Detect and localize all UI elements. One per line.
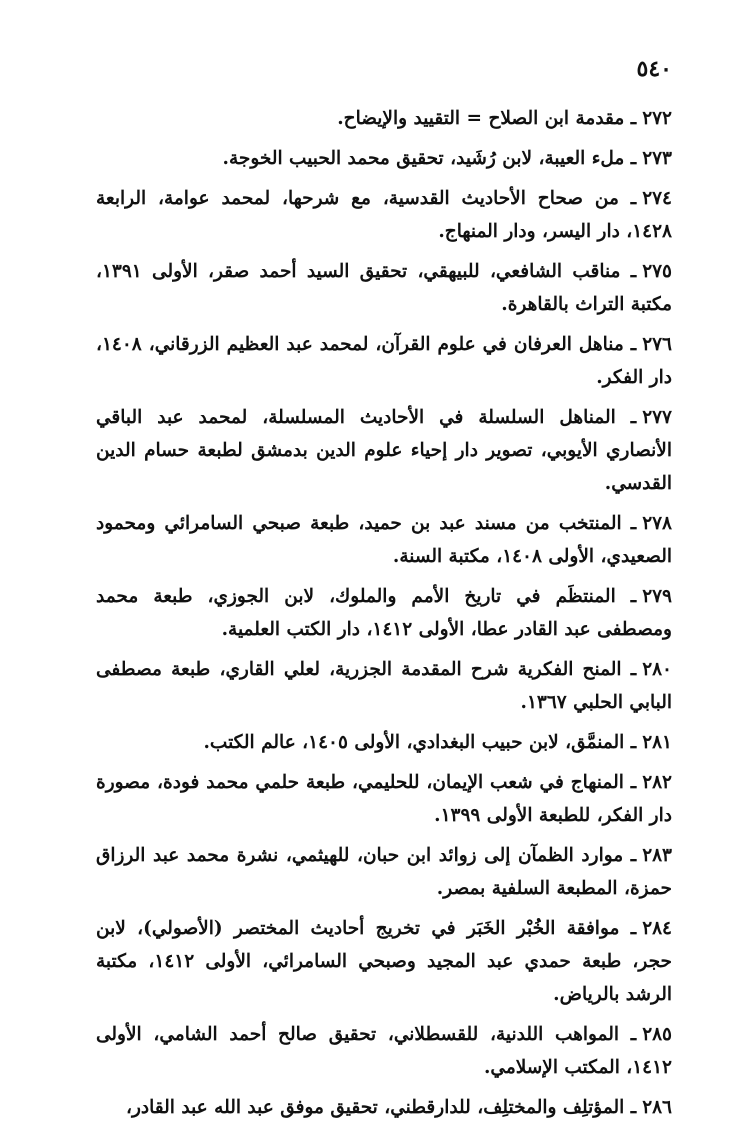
entry-text: ـ المؤتلِف والمختلِف، للدارقطني، تحقيق موفق عبد الله عبد القادر، [126, 1097, 637, 1118]
bibliography-entry [96, 1018, 672, 1084]
entry-text: ـ ملء العيبة، لابن رُشَيد، تحقيق محمد الحبيب الخوجة. [222, 148, 637, 169]
entry-number: ٢٧٤ [642, 188, 672, 209]
bibliography-list [96, 102, 672, 1131]
bibliography-entry [96, 507, 672, 573]
entry-number: ٢٧٧ [642, 407, 672, 428]
bibliography-entry [96, 653, 672, 719]
entry-number: ٢٧٥ [642, 261, 672, 282]
entry-number: ٢٨٣ [642, 845, 672, 866]
entry-number: ٢٨٢ [642, 772, 672, 793]
entry-number: ٢٨١ [642, 732, 672, 753]
bibliography-entry [96, 766, 672, 832]
page-number: ٥٤٠ [636, 56, 672, 82]
entry-number: ٢٧٣ [642, 148, 672, 169]
entry-text: ـ المنهاج في شعب الإيمان، للحليمي، طبعة حلمي محمد فودة، مصورة دار الفكر، للطبعة الأولى ١٣٩٩. [96, 772, 672, 826]
bibliography-entry [96, 255, 672, 321]
bibliography-entry [96, 401, 672, 500]
bibliography-entry [96, 580, 672, 646]
entry-number: ٢٧٦ [642, 334, 672, 355]
entry-number: ٢٨٦ [642, 1097, 672, 1118]
entry-text: ـ مناقب الشافعي، للبيهقي، تحقيق السيد أحمد صقر، الأولى ١٣٩١، مكتبة التراث بالقاهرة. [96, 261, 672, 315]
entry-text: ـ المناهل السلسلة في الأحاديث المسلسلة، لمحمد عبد الباقي الأنصاري الأيوبي، تصوير دار إحياء علوم الدين بدمشق لطبعة حسام الدين القدسي. [96, 407, 672, 494]
entry-number: ٢٨٥ [642, 1024, 672, 1045]
entry-text: ـ المنتظَم في تاريخ الأمم والملوك، لابن الجوزي، طبعة محمد ومصطفى عبد القادر عطا، الأولى ١٤١٢، دار الكتب العلمية. [96, 586, 672, 640]
bibliography-entry [96, 839, 672, 905]
entry-text: ـ المواهب اللدنية، للقسطلاني، تحقيق صالح أحمد الشامي، الأولى ١٤١٢، المكتب الإسلامي. [96, 1024, 672, 1078]
entry-text: ـ موافقة الخُبْر الخَبَر في تخريج أحاديث المختصر (الأصولي)، لابن حجر، طبعة حمدي عبد المجيد وصبحي السامرائي، الأولى ١٤١٢، مكتبة الرشد بالرياض. [96, 918, 672, 1005]
bibliography-entry [96, 142, 672, 175]
entry-text: ـ مناهل العرفان في علوم القرآن، لمحمد عبد العظيم الزرقاني، ١٤٠٨، دار الفكر. [96, 334, 672, 388]
entry-number: ٢٨٠ [642, 659, 672, 680]
bibliography-entry [96, 726, 672, 759]
bibliography-entry [96, 912, 672, 1011]
bibliography-entry [96, 328, 672, 394]
bibliography-entry [96, 1091, 672, 1124]
entry-number: ٢٧٨ [642, 513, 672, 534]
entry-text: ـ من صحاح الأحاديث القدسية، مع شرحها، لمحمد عوامة، الرابعة ١٤٢٨، دار اليسر، ودار المنهاج. [96, 188, 672, 242]
entry-number: ٢٧٩ [642, 586, 672, 607]
bibliography-entry [96, 102, 672, 135]
entry-text: ـ المنح الفكرية شرح المقدمة الجزرية، لعلي القاري، طبعة مصطفى البابي الحلبي ١٣٦٧. [96, 659, 672, 713]
entry-number: ٢٨٤ [642, 918, 672, 939]
entry-text: ـ موارد الظمآن إلى زوائد ابن حبان، للهيثمي، نشرة محمد عبد الرزاق حمزة، المطبعة السلفية بمصر. [96, 845, 672, 899]
entry-text: ـ المنتخب من مسند عبد بن حميد، طبعة صبحي السامرائي ومحمود الصعيدي، الأولى ١٤٠٨، مكتبة السنة. [96, 513, 672, 567]
entry-text: ـ المنمَّق، لابن حبيب البغدادي، الأولى ١٤٠٥، عالم الكتب. [203, 732, 637, 753]
entry-number: ٢٧٢ [642, 108, 672, 129]
bibliography-entry [96, 182, 672, 248]
entry-text: ـ مقدمة ابن الصلاح = التقييد والإيضاح. [337, 108, 637, 129]
